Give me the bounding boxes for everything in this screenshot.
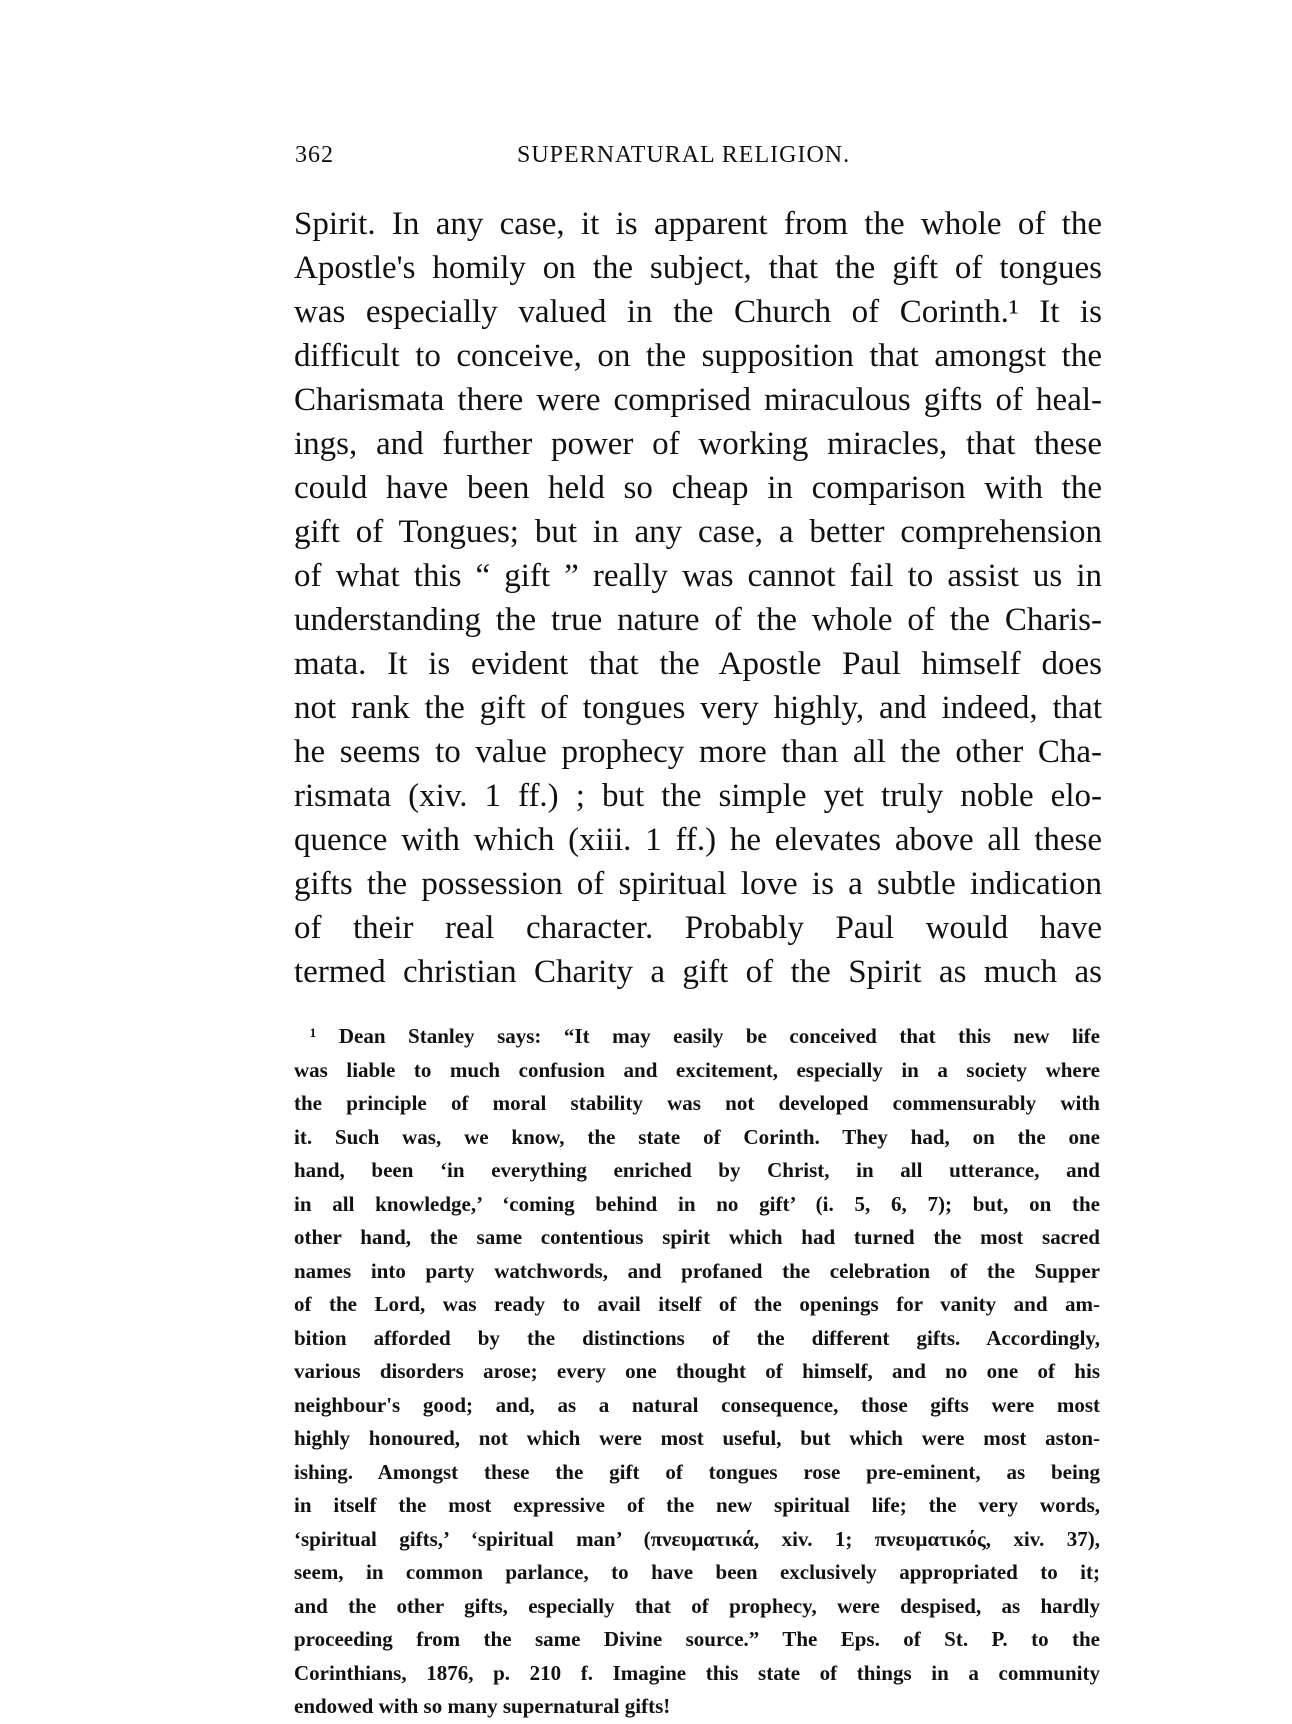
body-line: understanding the true nature of the whole of the Charis- — [294, 602, 1102, 638]
footnote-line: other hand, the same contentious spirit which had turned the most sacred — [294, 1225, 1100, 1249]
footnote-line: ishing. Amongst these the gift of tongues rose pre-eminent, as being — [294, 1459, 1100, 1484]
body-line: quence with which (xiii. 1 ff.) he elevates above all these — [294, 822, 1102, 858]
footnote-line: bition afforded by the distinctions of the different gifts. Accordingly, — [294, 1325, 1100, 1350]
footnote-line: it. Such was, we know, the state of Corinth. They had, on the one — [294, 1124, 1100, 1149]
page-header — [295, 142, 1095, 172]
body-line: termed christian Charity a gift of the Spirit as much as — [294, 954, 1102, 990]
footnote-line: various disorders arose; every one thought of himself, and no one of his — [294, 1359, 1100, 1383]
body-line: not rank the gift of tongues very highly, and indeed, that — [294, 690, 1102, 726]
body-line: of what this “ gift ” really was cannot fail to assist us in — [294, 558, 1102, 594]
body-line: gifts the possession of spiritual love is a subtle indication — [294, 866, 1102, 902]
body-text — [294, 202, 1102, 994]
body-line: of their real character. Probably Paul would have — [294, 910, 1102, 946]
body-line: difficult to conceive, on the supposition that amongst the — [294, 338, 1102, 374]
footnote-line: seem, in common parlance, to have been exclusively appropriated to it; — [294, 1560, 1100, 1584]
footnote-line: was liable to much confusion and excitement, especially in a society where — [294, 1057, 1100, 1082]
footnote-line: endowed with so many supernatural gifts! — [294, 1694, 671, 1718]
body-line: gift of Tongues; but in any case, a better comprehension — [294, 514, 1102, 550]
body-line: could have been held so cheap in comparison with the — [294, 470, 1102, 506]
footnote-line: Corinthians, 1876, p. 210 f. Imagine this state of things in a community — [294, 1660, 1100, 1685]
footnote-line: in itself the most expressive of the new spiritual life; the very words, — [294, 1493, 1100, 1517]
body-line: was especially valued in the Church of Corinth.¹ It is — [294, 294, 1102, 330]
body-line: mata. It is evident that the Apostle Paul himself does — [294, 646, 1102, 682]
footnote-line: proceeding from the same Divine source.” The Eps. of St. P. to the — [294, 1627, 1100, 1651]
body-line: Charismata there were comprised miraculous gifts of heal- — [294, 382, 1102, 418]
body-line: ings, and further power of working miracles, that these — [294, 426, 1102, 462]
running-title: SUPERNATURAL RELIGION. — [517, 142, 851, 168]
footnote-line: ‘spiritual gifts,’ ‘spiritual man’ (πνευματικά, xiv. 1; πνευματικός, xiv. 37), — [294, 1526, 1100, 1551]
footnote-line: names into party watchwords, and profaned the celebration of the Supper — [294, 1258, 1100, 1283]
body-line: rismata (xiv. 1 ff.) ; but the simple yet truly noble elo- — [294, 778, 1102, 814]
body-line: Apostle's homily on the subject, that the gift of tongues — [294, 250, 1102, 286]
footnote-line: the principle of moral stability was not developed commensurably with — [294, 1091, 1100, 1115]
footnote-line: hand, been ‘in everything enriched by Christ, in all utterance, and — [294, 1158, 1100, 1182]
footnote-line: neighbour's good; and, as a natural consequence, those gifts were most — [294, 1392, 1100, 1417]
body-line: he seems to value prophecy more than all the other Cha- — [294, 734, 1102, 770]
footnote-line: in all knowledge,’ ‘coming behind in no gift’ (i. 5, 6, 7); but, on the — [294, 1191, 1100, 1216]
footnote — [294, 1020, 1100, 1724]
footnote-line: ¹ Dean Stanley says: “It may easily be conceived that this new life — [310, 1024, 1100, 1048]
footnote-line: and the other gifts, especially that of prophecy, were despised, as hardly — [294, 1593, 1100, 1618]
page-number: 362 — [295, 142, 334, 168]
body-line: Spirit. In any case, it is apparent from the whole of the — [294, 206, 1102, 242]
footnote-line: of the Lord, was ready to avail itself of the openings for vanity and am- — [294, 1292, 1100, 1316]
footnote-line: highly honoured, not which were most useful, but which were most aston- — [294, 1426, 1100, 1450]
